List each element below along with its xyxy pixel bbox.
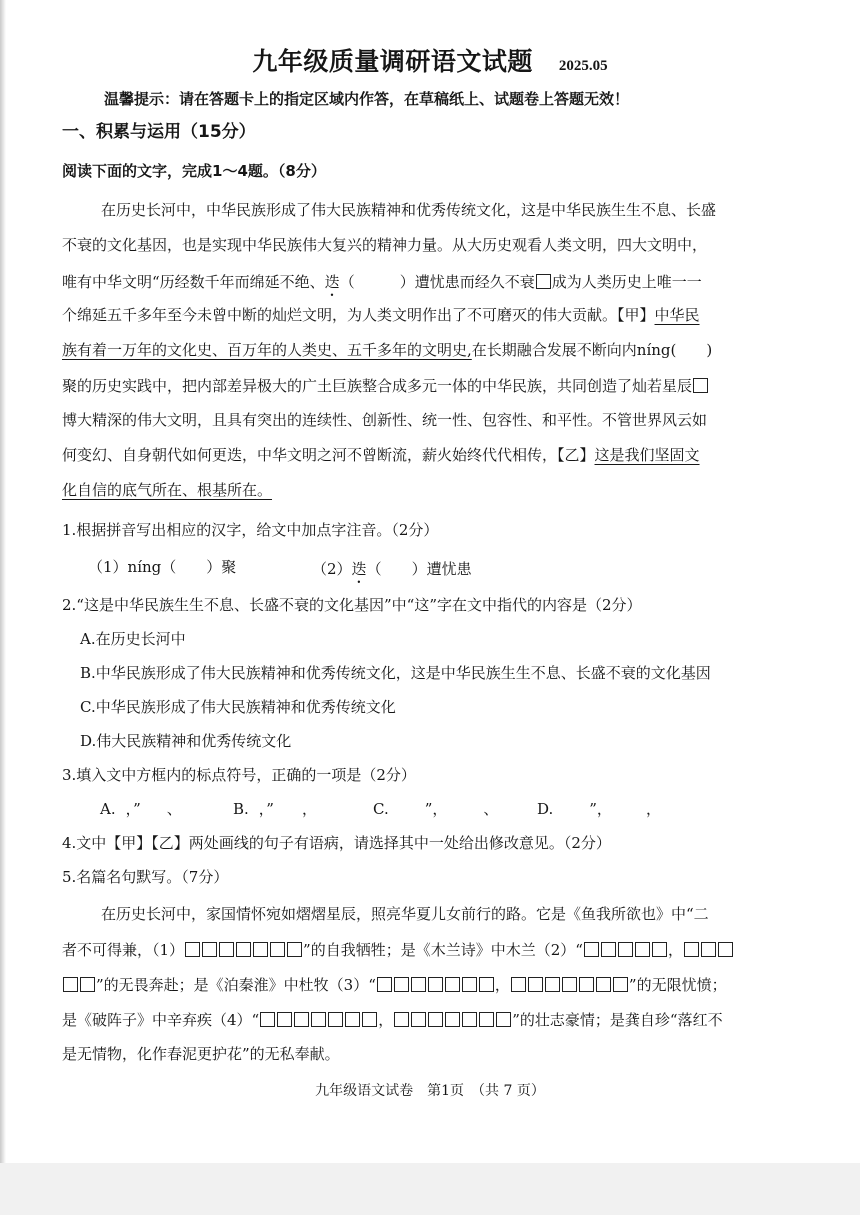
passage-line-7: 博大精深的伟大文明，且具有突出的连续性、创新性、统一性、包容性、和平性。不管世界风云如: [62, 411, 708, 429]
option-letter: A.: [100, 800, 116, 818]
reading-intro: 阅读下面的文字，完成1～4题。（8分）: [62, 162, 326, 180]
option-mark-2: ，: [645, 800, 661, 818]
q5-line-4: [62, 1012, 723, 1028]
q1-part-2-text: （ ）遭忧患: [366, 560, 472, 578]
option-mark-1: ”，: [424, 800, 448, 818]
q2-option-a: A.在历史长河中: [80, 630, 186, 648]
title-row: [0, 42, 860, 78]
passage-text: 何变幻、自身朝代如何更迭，中华文明之河不曾断流，薪火始终代代相传，【乙】: [62, 446, 595, 464]
answer-blank-4a[interactable]: [259, 1011, 378, 1029]
punctuation-box: [536, 274, 551, 289]
underlined-sentence-jia: 中华民: [654, 306, 700, 324]
q2-option-b: B.中华民族形成了伟大民族精神和优秀传统文化，这是中华民族生生不息、长盛不衰的文化基因: [80, 664, 711, 682]
warm-tip: 温馨提示：请在答题卡上的指定区域内作答，在草稿纸上、试题卷上答题无效！: [104, 90, 630, 108]
q1-part-2-label: （2）: [312, 560, 352, 578]
q1-part-1: （1）níng（ ）聚: [88, 558, 237, 576]
scan-edge: [0, 0, 6, 1215]
passage-line-3: [62, 273, 702, 300]
option-mark-2: 、: [166, 800, 182, 818]
answer-blank-3a[interactable]: [376, 976, 495, 994]
option-letter: D.: [537, 800, 554, 818]
passage-line-6: [62, 378, 709, 394]
q3-option-a: [100, 802, 182, 817]
option-letter: C.: [373, 800, 389, 818]
answer-blank-4b[interactable]: [393, 1011, 512, 1029]
dotted-char: 迭: [324, 273, 340, 291]
q3-option-c: [373, 802, 498, 817]
question-4: 4.文中【甲】【乙】两处画线的句子有语病，请选择其中一处给出修改意见。（2分）: [62, 834, 611, 852]
option-mark-1: ，”: [258, 800, 274, 818]
passage-line-2: 不衰的文化基因，也是实现中华民族伟大复兴的精神力量。从大历史观看人类文明，四大文明中，: [62, 236, 708, 254]
q5-line-5: 是无情物，化作春泥更护花”的无私奉献。: [62, 1045, 340, 1063]
q5-text: 者不可得兼，（1）: [62, 941, 185, 959]
answer-blank-2c[interactable]: [62, 976, 96, 994]
q2-option-d: D.伟大民族精神和优秀传统文化: [80, 732, 292, 750]
option-mark-2: 、: [483, 800, 499, 818]
q5-text: ，: [667, 941, 683, 959]
answer-blank-3b[interactable]: [510, 976, 629, 994]
question-2: 2.“这是中华民族生生不息、长盛不衰的文化基因”中“这”字在文中指代的内容是（2分）: [62, 596, 642, 614]
passage-line-9: [62, 483, 272, 498]
answer-blank-1[interactable]: [184, 941, 303, 959]
q2-option-c: C.中华民族形成了伟大民族精神和优秀传统文化: [80, 698, 396, 716]
exam-date: 2025.05: [558, 58, 608, 74]
answer-blank-2b[interactable]: [683, 941, 734, 959]
section-heading: 一、积累与运用（15分）: [62, 122, 256, 142]
passage-line-8: [62, 448, 700, 463]
option-mark-2: ，: [301, 800, 317, 818]
q5-line-3: [62, 977, 727, 993]
passage-text: 唯有中华文明“历经数千年而绵延不绝、: [62, 273, 325, 291]
q5-text: ”的壮志豪情；是龚自珍“落红不: [512, 1011, 723, 1029]
underlined-sentence-jia: 族有着一万年的文化史、百万年的人类史、五千多年的文明史,: [62, 341, 472, 359]
q3-option-b: [233, 802, 317, 817]
passage-line-5: [62, 343, 712, 358]
dotted-char: 迭: [351, 560, 367, 578]
page-footer: 九年级语文试卷 第1页 （共 7 页）: [315, 1083, 545, 1099]
passage-line-4: [62, 308, 700, 323]
q5-text: ，: [378, 1011, 394, 1029]
q5-text: ”的无限忧愤；: [628, 976, 727, 994]
q5-text: ”的自我牺牲；是《木兰诗》中木兰（2）“: [303, 941, 583, 959]
passage-text: 个绵延五千多年至今未曾中断的灿烂文明，为人类文明作出了不可磨灭的伟大贡献。【甲】: [62, 306, 655, 324]
answer-blank-2a[interactable]: [583, 941, 668, 959]
q5-text: ”的无畏奔赴；是《泊秦淮》中杜牧（3）“: [96, 976, 376, 994]
q5-text: ，: [494, 976, 510, 994]
question-1: 1.根据拼音写出相应的汉字，给文中加点字注音。（2分）: [62, 521, 439, 539]
passage-text: 成为人类历史上唯一一: [551, 273, 702, 291]
q5-line-1: 在历史长河中，家国情怀宛如熠熠星辰，照亮华夏儿女前行的路。它是《鱼我所欲也》中“二: [101, 905, 709, 923]
scan-bottom-strip: [0, 1163, 860, 1215]
q5-text: 是《破阵子》中辛弃疾（4）“: [62, 1011, 260, 1029]
question-5: 5.名篇名句默写。（7分）: [62, 868, 229, 886]
q1-part-2: [312, 560, 472, 587]
punctuation-box: [693, 378, 708, 393]
q5-line-2: [62, 942, 734, 958]
passage-text: （ ）遭忧患而经久不衰: [339, 273, 535, 291]
q3-option-d: [537, 802, 661, 817]
underlined-sentence-yi: 这是我们坚固文: [594, 446, 700, 464]
option-letter: B.: [233, 800, 249, 818]
passage-line-1: 在历史长河中，中华民族形成了伟大民族精神和优秀传统文化，这是中华民族生生不息、长盛: [101, 201, 717, 219]
option-mark-1: ，”: [125, 800, 141, 818]
underlined-sentence-yi: 化自信的底气所在、根基所在。: [62, 481, 273, 499]
passage-text: 在长期融合发展不断向内níng( ): [471, 341, 713, 359]
passage-text: 聚的历史实践中，把内部差异极大的广土巨族整合成多元一体的中华民族，共同创造了灿若星辰: [62, 377, 693, 395]
page-title: 九年级质量调研语文试题: [252, 47, 533, 76]
option-mark-1: ”，: [589, 800, 612, 818]
question-3: 3.填入文中方框内的标点符号，正确的一项是（2分）: [62, 766, 416, 784]
